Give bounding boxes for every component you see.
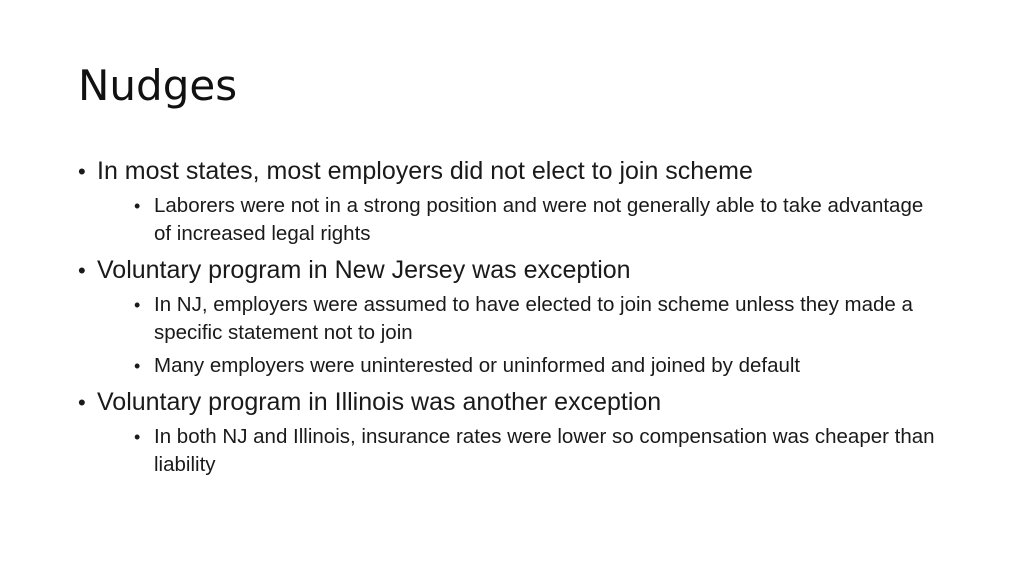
sub-bullet-text: In both NJ and Illinois, insurance rates were lower so compensation was cheaper than liability <box>154 425 935 476</box>
sub-bullet-marker: • <box>134 196 141 216</box>
sub-bullet-text: Laborers were not in a strong position and were not generally able to take advantage of increased legal rights <box>154 194 924 245</box>
bullet-list <box>78 155 938 483</box>
sub-bullet-list <box>97 192 938 248</box>
sub-bullet-marker: • <box>134 356 141 376</box>
slide-title: Nudges <box>78 61 238 110</box>
bullet-item <box>78 155 938 248</box>
bullet-text: Voluntary program in New Jersey was exception <box>97 256 631 284</box>
bullet-marker: • <box>78 390 86 415</box>
sub-bullet-item <box>116 192 938 248</box>
sub-bullet-list <box>97 423 938 479</box>
sub-bullet-marker: • <box>134 427 141 447</box>
sub-bullet-item <box>116 291 938 347</box>
sub-bullet-marker: • <box>134 295 141 315</box>
bullet-marker: • <box>78 159 86 184</box>
bullet-item <box>78 254 938 380</box>
bullet-text: Voluntary program in Illinois was another exception <box>97 388 662 416</box>
sub-bullet-item <box>116 352 938 380</box>
sub-bullet-text: Many employers were uninterested or uninformed and joined by default <box>154 354 801 377</box>
bullet-marker: • <box>78 258 86 283</box>
bullet-text: In most states, most employers did not elect to join scheme <box>97 157 753 185</box>
sub-bullet-text: In NJ, employers were assumed to have elected to join scheme unless they made a specific statement not to join <box>154 293 913 344</box>
bullet-item <box>78 386 938 479</box>
sub-bullet-item <box>116 423 938 479</box>
sub-bullet-list <box>97 291 938 380</box>
